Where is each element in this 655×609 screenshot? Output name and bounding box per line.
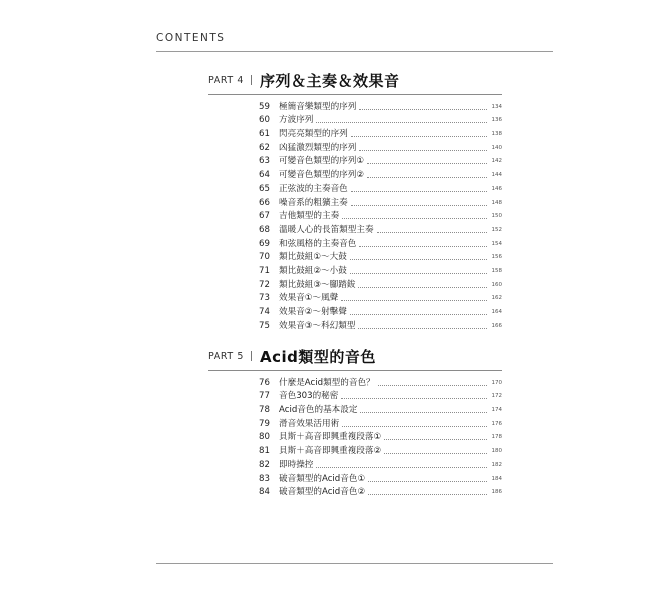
entry-title: 什麼是Acid類型的音色？ [279,377,375,388]
entry-page: 134 [491,103,502,110]
dot-leader [384,438,487,440]
entry-title: 貝斯＋高音即興重複段落② [279,446,382,457]
entry-number: 62 [259,142,270,153]
entry-title: 凶猛激烈類型的序列 [279,142,357,153]
entry-number: 65 [259,183,270,194]
entry-number: 81 [259,446,270,457]
part-separator [251,75,252,85]
dot-leader [341,299,487,301]
part-heading [208,344,502,368]
entry-number: 61 [259,129,270,140]
entry-number: 69 [259,238,270,249]
toc-entry [259,250,502,264]
part-label: PART 4 [208,74,244,86]
dot-leader [350,272,487,274]
entry-title: 類比鼓組③～腳踏鈸 [279,279,356,290]
entry-page: 176 [491,420,502,427]
entry-page: 142 [491,158,502,165]
entry-title: 和弦風格的主奏音色 [279,238,357,249]
entry-title: 即時操控 [279,459,314,470]
entry-number: 73 [259,293,270,304]
toc-entry [259,167,502,181]
entry-page: 154 [491,240,502,247]
entry-page: 150 [491,213,502,220]
part-rule [208,94,502,95]
toc-entry [259,375,502,389]
entry-number: 75 [259,320,270,331]
entry-number: 76 [259,377,270,388]
entry-page: 138 [491,131,502,138]
entry-page: 178 [491,434,502,441]
entry-page: 172 [491,393,502,400]
toc-entry [259,195,502,209]
entry-number: 68 [259,224,270,235]
contents-header: CONTENTS [156,32,226,44]
entry-title: 噪音系的粗獷主奏 [279,197,348,208]
toc-entry [259,443,502,457]
toc-entry [259,389,502,403]
entry-title: 溫暖人心的長笛類型主奏 [279,224,374,235]
entry-title: 極簡音樂類型的序列 [279,101,357,112]
entry-number: 66 [259,197,270,208]
part-title: 序列＆主奏＆效果音 [260,71,400,90]
part-rule [208,370,502,371]
dot-leader [316,466,487,468]
part-heading [208,68,502,92]
entry-title: 吉他類型的主奏 [279,211,340,222]
toc-entry [259,277,502,291]
entry-page: 180 [491,448,502,455]
entry-page: 146 [491,185,502,192]
toc-entry [259,222,502,236]
dot-leader [368,480,487,482]
entry-number: 67 [259,211,270,222]
entry-number: 79 [259,418,270,429]
toc-entry [259,140,502,154]
entry-number: 83 [259,473,270,484]
entry-title: 類比鼓組②～小鼓 [279,265,347,276]
dot-leader [384,452,487,454]
toc-entry [259,236,502,250]
dot-leader [359,108,487,110]
dot-leader [358,327,487,329]
toc-list [208,99,502,332]
dot-leader [377,231,487,233]
entry-number: 60 [259,115,270,126]
entry-number: 72 [259,279,270,290]
entry-title: 類比鼓組①～大鼓 [279,252,347,263]
entry-page: 174 [491,407,502,414]
dot-leader [367,162,487,164]
part-title: Acid類型的音色 [260,347,376,366]
entry-title: 方波序列 [279,115,314,126]
dot-leader [351,135,487,137]
entry-number: 82 [259,459,270,470]
footer-rule [156,563,553,564]
part-label: PART 5 [208,350,244,362]
entry-title: 破音類型的Acid音色② [279,487,366,498]
entry-page: 136 [491,117,502,124]
entry-title: 破音類型的Acid音色① [279,473,366,484]
part-5-section [208,344,502,498]
toc-entry [259,181,502,195]
toc-entry [259,318,502,332]
entry-page: 152 [491,226,502,233]
dot-leader [350,258,487,260]
dot-leader [351,190,487,192]
header-rule [156,51,553,52]
dot-leader [342,217,487,219]
entry-number: 77 [259,391,270,402]
part-separator [251,351,252,361]
dot-leader [351,204,487,206]
dot-leader [360,411,487,413]
entry-title: 滑音效果活用術 [279,418,340,429]
entry-page: 160 [491,281,502,288]
dot-leader [341,397,487,399]
entry-number: 59 [259,101,270,112]
entry-number: 71 [259,265,270,276]
toc-entry [259,416,502,430]
entry-title: 音色303的秘密 [279,391,339,402]
toc-entry [259,263,502,277]
toc-entry [259,485,502,499]
toc-entry [259,209,502,223]
entry-number: 84 [259,487,270,498]
entry-number: 78 [259,405,270,416]
dot-leader [350,313,487,315]
toc-entry [259,430,502,444]
entry-page: 182 [491,461,502,468]
toc-entry [259,113,502,127]
entry-page: 140 [491,144,502,151]
entry-page: 158 [491,267,502,274]
entry-page: 156 [491,254,502,261]
entry-title: Acid音色的基本設定 [279,405,358,416]
toc-entry [259,304,502,318]
dot-leader [359,245,487,247]
entry-page: 148 [491,199,502,206]
entry-page: 166 [491,322,502,329]
dot-leader [342,425,487,427]
part-4-section [208,68,502,332]
dot-leader [359,149,487,151]
toc-list [208,375,502,498]
entry-page: 164 [491,309,502,315]
entry-number: 70 [259,252,270,263]
toc-entry [259,402,502,416]
dot-leader [358,286,487,288]
entry-number: 74 [259,307,270,317]
toc-entry [259,291,502,305]
toc-entry [259,457,502,471]
toc-entry [259,471,502,485]
dot-leader [368,493,487,495]
entry-page: 162 [491,295,502,302]
entry-title: 可變音色類型的序列① [279,156,365,167]
entry-title: 可變音色類型的序列② [279,170,365,181]
entry-page: 170 [491,379,502,386]
entry-title: 效果音①～風聲 [279,293,339,304]
entry-title: 貝斯＋高音即興重複段落① [279,432,382,443]
entry-number: 80 [259,432,270,443]
entry-title: 效果音③～科幻類型 [279,320,356,331]
dot-leader [367,176,487,178]
entry-page: 184 [491,475,502,482]
toc-entry [259,154,502,168]
entry-title: 閃亮亮類型的序列 [279,129,348,140]
toc-entry [259,99,502,113]
entry-page: 144 [491,172,502,179]
entry-number: 63 [259,156,270,167]
toc-entry [259,126,502,140]
entry-page: 186 [491,489,502,496]
entry-number: 64 [259,170,270,181]
entry-title: 正弦波的主奏音色 [279,183,348,194]
dot-leader [316,121,487,123]
dot-leader [378,384,487,386]
entry-title: 效果音②～射擊聲 [279,307,347,317]
